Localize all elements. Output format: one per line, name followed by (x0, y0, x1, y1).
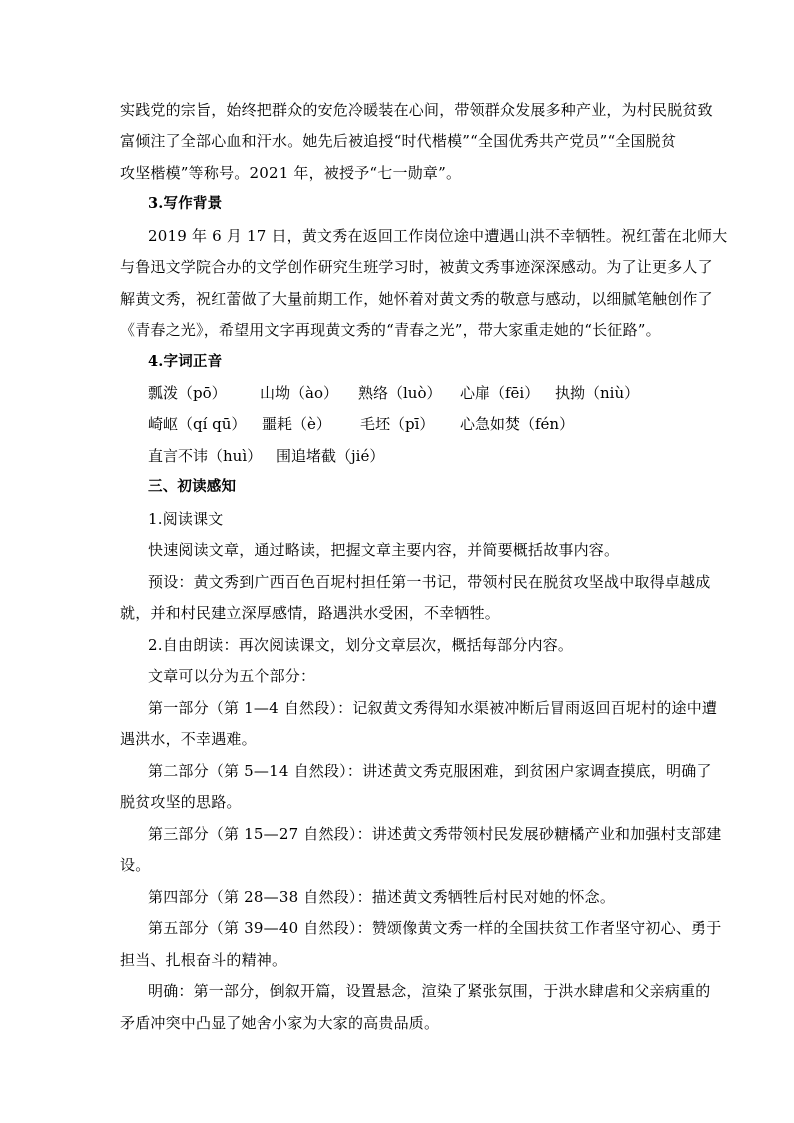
pronunciation-item: 瓢泼（pō） (148, 384, 227, 402)
pronunciation-item: 噩耗（è） (262, 415, 331, 433)
division-intro: 文章可以分为五个部分： (148, 667, 316, 685)
background-heading: 3.写作背景 (148, 195, 223, 212)
pronunciation-item: 执拗（niù） (555, 384, 640, 402)
pronunciation-item: 心急如焚（fén） (460, 415, 575, 433)
part-1-line-1: 第一部分（第 1—4 自然段）：记叙黄文秀得知水渠被冲断后冒雨返回百坭村的途中遭 (148, 699, 718, 717)
intro-line-2: 富倾注了全部心血和汗水。她先后被追授“时代楷模”“全国优秀共产党员”“全国脱贫 (120, 132, 677, 150)
intro-line-1: 实践党的宗旨，始终把群众的安危冷暖装在心间，带领群众发展多种产业，为村民脱贫致 (120, 101, 713, 119)
background-line-3: 解黄文秀，祝红蕾做了大量前期工作，她怀着对黄文秀的敬意与感动，以细腻笔触创作了 (120, 290, 713, 308)
pronunciation-item: 熟络（luò） (358, 384, 442, 402)
pronunciation-item: 山坳（ào） (260, 384, 338, 402)
background-line-4: 《青春之光》，希望用文字再现黄文秀的“青春之光”，带大家重走她的“长征路”。 (120, 321, 661, 339)
preset-line-2: 就，并和村民建立深厚感情，路遇洪水受困，不幸牺牲。 (120, 604, 501, 622)
pronunciation-item: 直言不讳（huì） (148, 447, 263, 465)
part-4: 第四部分（第 28—38 自然段）：描述黄文秀牺牲后村民对她的怀念。 (148, 888, 616, 906)
intro-line-3: 攻坚楷模”等称号。2021 年，被授予“七一勋章”。 (120, 164, 462, 182)
part-3-line-2: 设。 (120, 856, 151, 874)
part-2-line-2: 脱贫攻坚的思路。 (120, 793, 242, 811)
pronunciation-item: 崎岖（qí qū） (148, 415, 247, 433)
pronunciation-item: 围追堵截（jié） (276, 447, 385, 465)
background-line-2: 与鲁迅文学院合办的文学创作研究生班学习时，被黄文秀事迹深深感动。为了让更多人了 (120, 258, 713, 276)
background-line-1: 2019 年 6 月 17 日，黄文秀在返回工作岗位途中遭遇山洪不幸牺牲。祝红蕾在北师大 (148, 227, 728, 245)
pronunciation-heading: 4.字词正音 (148, 353, 223, 370)
pronunciation-item: 心扉（fēi） (460, 384, 540, 402)
reading-task-1: 快速阅读文章，通过略读，把握文章主要内容，并简要概括故事内容。 (148, 541, 620, 559)
part-5-line-2: 担当、扎根奋斗的精神。 (120, 951, 288, 969)
clarify-line-2: 矛盾冲突中凸显了她舍小家为大家的高贵品质。 (120, 1014, 440, 1032)
part-1-line-2: 遇洪水，不幸遇难。 (120, 730, 257, 748)
part-5-line-1: 第五部分（第 39—40 自然段）：赞颂像黄文秀一样的全国扶贫工作者坚守初心、勇于 (148, 919, 722, 937)
reading-heading: 三、初读感知 (148, 478, 237, 495)
reading-sub-2: 2.自由朗读：再次阅读课文，划分文章层次，概括每部分内容。 (148, 636, 574, 654)
clarify-line-1: 明确：第一部分，倒叙开篇，设置悬念，渲染了紧张氛围，于洪水肆虐和父亲病重的 (148, 982, 711, 1000)
reading-sub-1: 1.阅读课文 (148, 510, 224, 528)
part-3-line-1: 第三部分（第 15—27 自然段）：讲述黄文秀带领村民发展砂糖橘产业和加强村支部建 (148, 825, 722, 843)
pronunciation-item: 毛坯（pī） (360, 415, 435, 433)
preset-line-1: 预设：黄文秀到广西百色百坭村担任第一书记，带领村民在脱贫攻坚战中取得卓越成 (148, 573, 711, 591)
part-2-line-1: 第二部分（第 5—14 自然段）：讲述黄文秀克服困难，到贫困户家调查摸底，明确了 (148, 762, 712, 780)
